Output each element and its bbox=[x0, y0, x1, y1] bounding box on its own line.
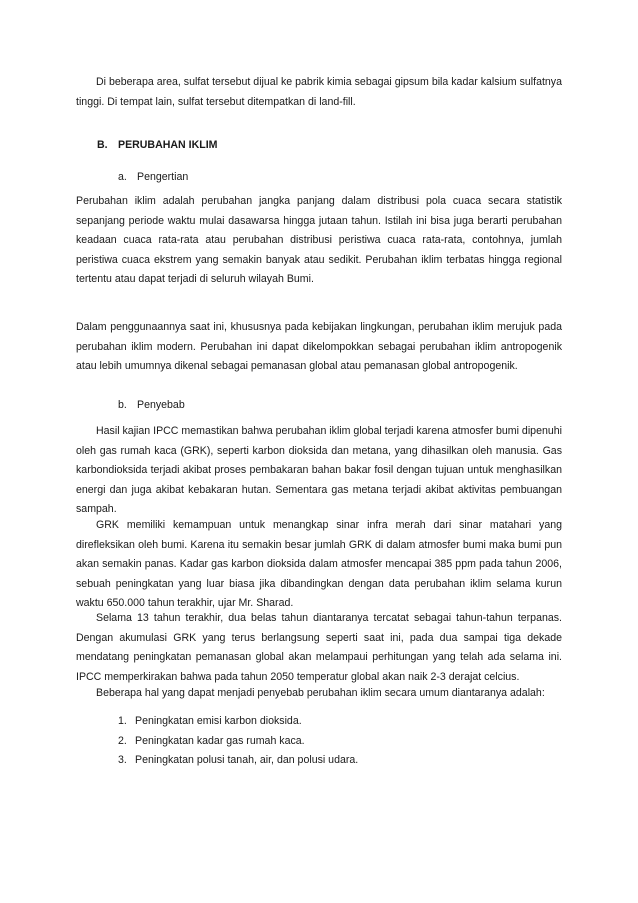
subheading-pengertian-text: Pengertian bbox=[137, 171, 189, 183]
section-heading bbox=[97, 136, 217, 156]
subheading-penyebab bbox=[118, 396, 185, 416]
subheading-pengertian-marker: a. bbox=[118, 171, 127, 183]
list-item bbox=[118, 712, 538, 732]
section-heading-text: PERUBAHAN IKLIM bbox=[118, 139, 218, 151]
penyebab-paragraph-2: GRK memiliki kemampuan untuk menangkap sinar infra merah dari sinar matahari yang direfleksikan oleh bumi. Karena itu semakin besar jumlah GRK di dalam atmosfer bumi maka bumi pun akan semakin panas. Kadar gas karbon dioksida dalam atmosfer mencapai 385 ppm pada tahun 2006, sebuah peningkatan yang luar biasa jika dibandingkan dengan data perubahan iklim selama kurun waktu 650.000 tahun terakhir, ujar Mr. Sharad. bbox=[76, 519, 562, 610]
list-item-number: 3. bbox=[118, 754, 127, 767]
list-item-number: 2. bbox=[118, 734, 127, 747]
list-item bbox=[118, 751, 538, 771]
subheading-penyebab-marker: b. bbox=[118, 399, 127, 411]
intro-paragraph: Di beberapa area, sulfat tersebut dijual ke pabrik kimia sebagai gipsum bila kadar kalsium sulfatnya tinggi. Di tempat lain, sulfat tersebut ditempatkan di land-fill. bbox=[76, 76, 562, 108]
pengertian-paragraph-1: Perubahan iklim adalah perubahan jangka panjang dalam distribusi pola cuaca secara statistik sepanjang periode waktu mulai dasawarsa hingga jutaan tahun. Istilah ini bisa juga berarti perubahan keadaan cuaca rata-rata atau perubahan distribusi peristiwa cuaca rata-rata, contohnya, jumlah peristiwa cuaca ekstrem yang semakin banyak atau sedikit. Perubahan iklim terbatas hingga regional tertentu atau dapat terjadi di seluruh wilayah Bumi. bbox=[76, 195, 562, 286]
penyebab-paragraph-4: Beberapa hal yang dapat menjadi penyebab perubahan iklim secara umum diantaranya adalah: bbox=[96, 687, 545, 699]
section-heading-marker: B. bbox=[97, 139, 108, 151]
list-item-text: Peningkatan polusi tanah, air, dan polusi udara. bbox=[135, 754, 359, 767]
subheading-penyebab-text: Penyebab bbox=[137, 399, 185, 411]
penyebab-paragraph-1: Hasil kajian IPCC memastikan bahwa perubahan iklim global terjadi karena atmosfer bumi dipenuhi oleh gas rumah kaca (GRK), seperti karbon dioksida dan metana, yang dihasilkan oleh manusia. Gas karbondioksida terjadi akibat proses pembakaran bahan bakar fosil dengan tujuan untuk menghasilkan energi dan juga akibat kebakaran hutan. Sementara gas metana terjadi akibat aktivitas pembuangan sampah. bbox=[76, 425, 562, 516]
cause-list bbox=[118, 712, 538, 771]
subheading-pengertian bbox=[118, 168, 188, 188]
list-item bbox=[118, 732, 538, 752]
penyebab-paragraph-3: Selama 13 tahun terakhir, dua belas tahun diantaranya tercatat sebagai tahun-tahun terpanas. Dengan akumulasi GRK yang terus berlangsung seperti saat ini, pada dua sampai tiga dekade mendatang peningkatan pemanasan global akan melampaui perhitungan yang telah ada selama ini. IPCC memperkirakan bahwa pada tahun 2050 temperatur global akan naik 2-3 derajat celcius. bbox=[76, 612, 562, 683]
pengertian-paragraph-2: Dalam penggunaannya saat ini, khususnya pada kebijakan lingkungan, perubahan iklim merujuk pada perubahan iklim modern. Perubahan ini dapat dikelompokkan sebagai perubahan iklim antropogenik atau lebih umumnya dikenal sebagai pemanasan global atau pemanasan global antropogenik. bbox=[76, 321, 562, 373]
list-item-number: 1. bbox=[118, 715, 127, 727]
list-item-text: Peningkatan kadar gas rumah kaca. bbox=[135, 734, 305, 747]
list-item-text: Peningkatan emisi karbon dioksida. bbox=[135, 715, 302, 727]
